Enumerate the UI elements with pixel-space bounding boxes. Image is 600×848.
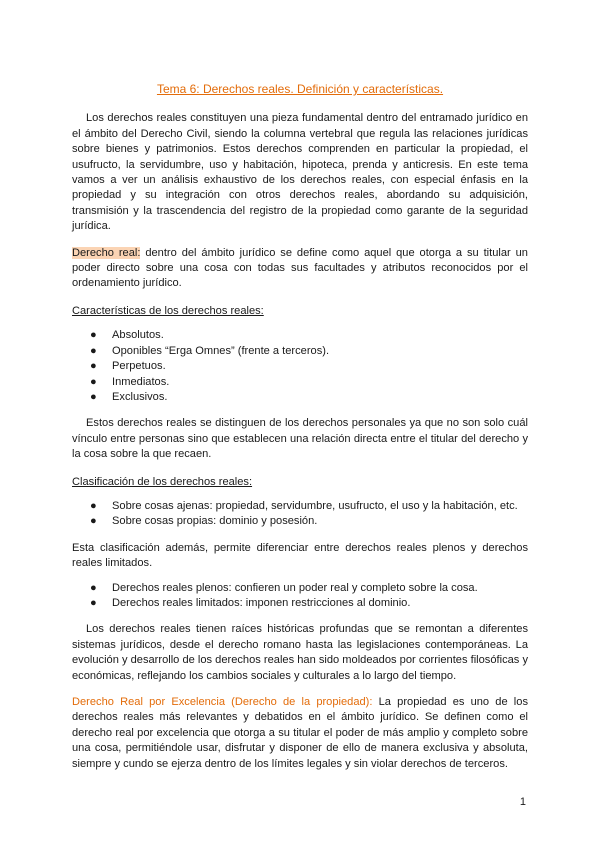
bullet-icon: ● bbox=[90, 596, 97, 609]
page-number: 1 bbox=[519, 796, 526, 808]
plenos-list bbox=[72, 581, 528, 612]
list-item: ● Inmediatos. bbox=[72, 375, 528, 390]
list-item: ● Sobre cosas propias: dominio y posesión. bbox=[72, 514, 528, 529]
list-item: ● Oponibles “Erga Omnes” (frente a terceros). bbox=[72, 344, 528, 359]
page-content bbox=[72, 82, 528, 772]
characteristics-list bbox=[72, 328, 528, 405]
classification-extra-paragraph: Esta clasificación además, permite diferenciar entre derechos reales plenos y derechos reales limitados. bbox=[72, 541, 528, 570]
bullet-icon: ● bbox=[90, 581, 97, 594]
bullet-icon: ● bbox=[90, 329, 97, 342]
excellence-paragraph bbox=[72, 695, 528, 772]
excellence-term: Derecho Real por Excelencia (Derecho de la propiedad): bbox=[72, 696, 373, 708]
definition-term: Derecho real: bbox=[72, 246, 141, 259]
definition-text: dentro del ámbito jurídico se define como aquel que otorga a su titular un poder directo sobre una cosa con todas sus facultades y atributos reconocidos por el ordenamiento jurídico. bbox=[72, 246, 528, 290]
classification-heading: Clasificación de los derechos reales: bbox=[72, 475, 253, 488]
history-paragraph: Los derechos reales tienen raíces históricas profundas que se remontan a diferentes sistemas jurídicos, desde el derecho romano hasta las legislaciones contemporáneas. La evolución y desarrollo de los derechos reales han sido moldeados por corrientes filosóficas y económicas, reflejando los cambios sociales y culturales a lo largo del tiempo. bbox=[72, 623, 528, 682]
excellence-text: La propiedad es uno de los derechos reales más relevantes y debatidos en el ámbito jurídico. Se definen como el derecho real por excelencia que otorga a su titular el poder de más amplio y completo sobre una cosa, permitiéndole usar, disfrutar y disponer de ello de manera exclusiva y absoluta, siempre y cundo se ejerza dentro de los límites legales y sin violar derechos de terceros. bbox=[72, 696, 528, 770]
classification-list bbox=[72, 499, 528, 530]
list-item: ● Derechos reales limitados: imponen restricciones al dominio. bbox=[72, 596, 528, 611]
definition-paragraph bbox=[72, 246, 528, 292]
list-item: ● Sobre cosas ajenas: propiedad, servidumbre, usufructo, el uso y la habitación, etc. bbox=[72, 499, 528, 514]
bullet-icon: ● bbox=[90, 515, 97, 528]
intro-paragraph: Los derechos reales constituyen una pieza fundamental dentro del entramado jurídico en el ámbito del Derecho Civil, siendo la columna vertebral que regula las relaciones jurídicas sobre bienes y patrimonios. Estos derechos comprenden en particular la propiedad, el usufructo, la servidumbre, uso y habitación, hipoteca, prenda y anticresis. En este tema vamos a ver un análisis exhaustivo de los derechos reales, con especial énfasis en la propiedad y su integración con otros derechos reales, abordando su adquisición, transmisión y la trascendencia del registro de la propiedad como garante de la seguridad jurídica. bbox=[72, 112, 528, 233]
characteristics-heading: Características de los derechos reales: bbox=[72, 304, 264, 317]
bullet-icon: ● bbox=[90, 360, 97, 373]
bullet-icon: ● bbox=[90, 390, 97, 403]
list-item: ● Derechos reales plenos: confieren un poder real y completo sobre la cosa. bbox=[72, 581, 528, 596]
list-item: ● Perpetuos. bbox=[72, 359, 528, 374]
page-title: Tema 6: Derechos reales. Definición y características. bbox=[156, 82, 444, 96]
list-item: ● Exclusivos. bbox=[72, 390, 528, 405]
bullet-icon: ● bbox=[90, 499, 97, 512]
bullet-icon: ● bbox=[90, 375, 97, 388]
bullet-icon: ● bbox=[90, 344, 97, 357]
distinction-paragraph: Estos derechos reales se distinguen de los derechos personales ya que no son solo cuál vínculo entre personas sino que establecen una relación directa entre el titular del derecho y la cosa sobre la que recaen. bbox=[72, 417, 528, 461]
list-item: ● Absolutos. bbox=[72, 328, 528, 343]
